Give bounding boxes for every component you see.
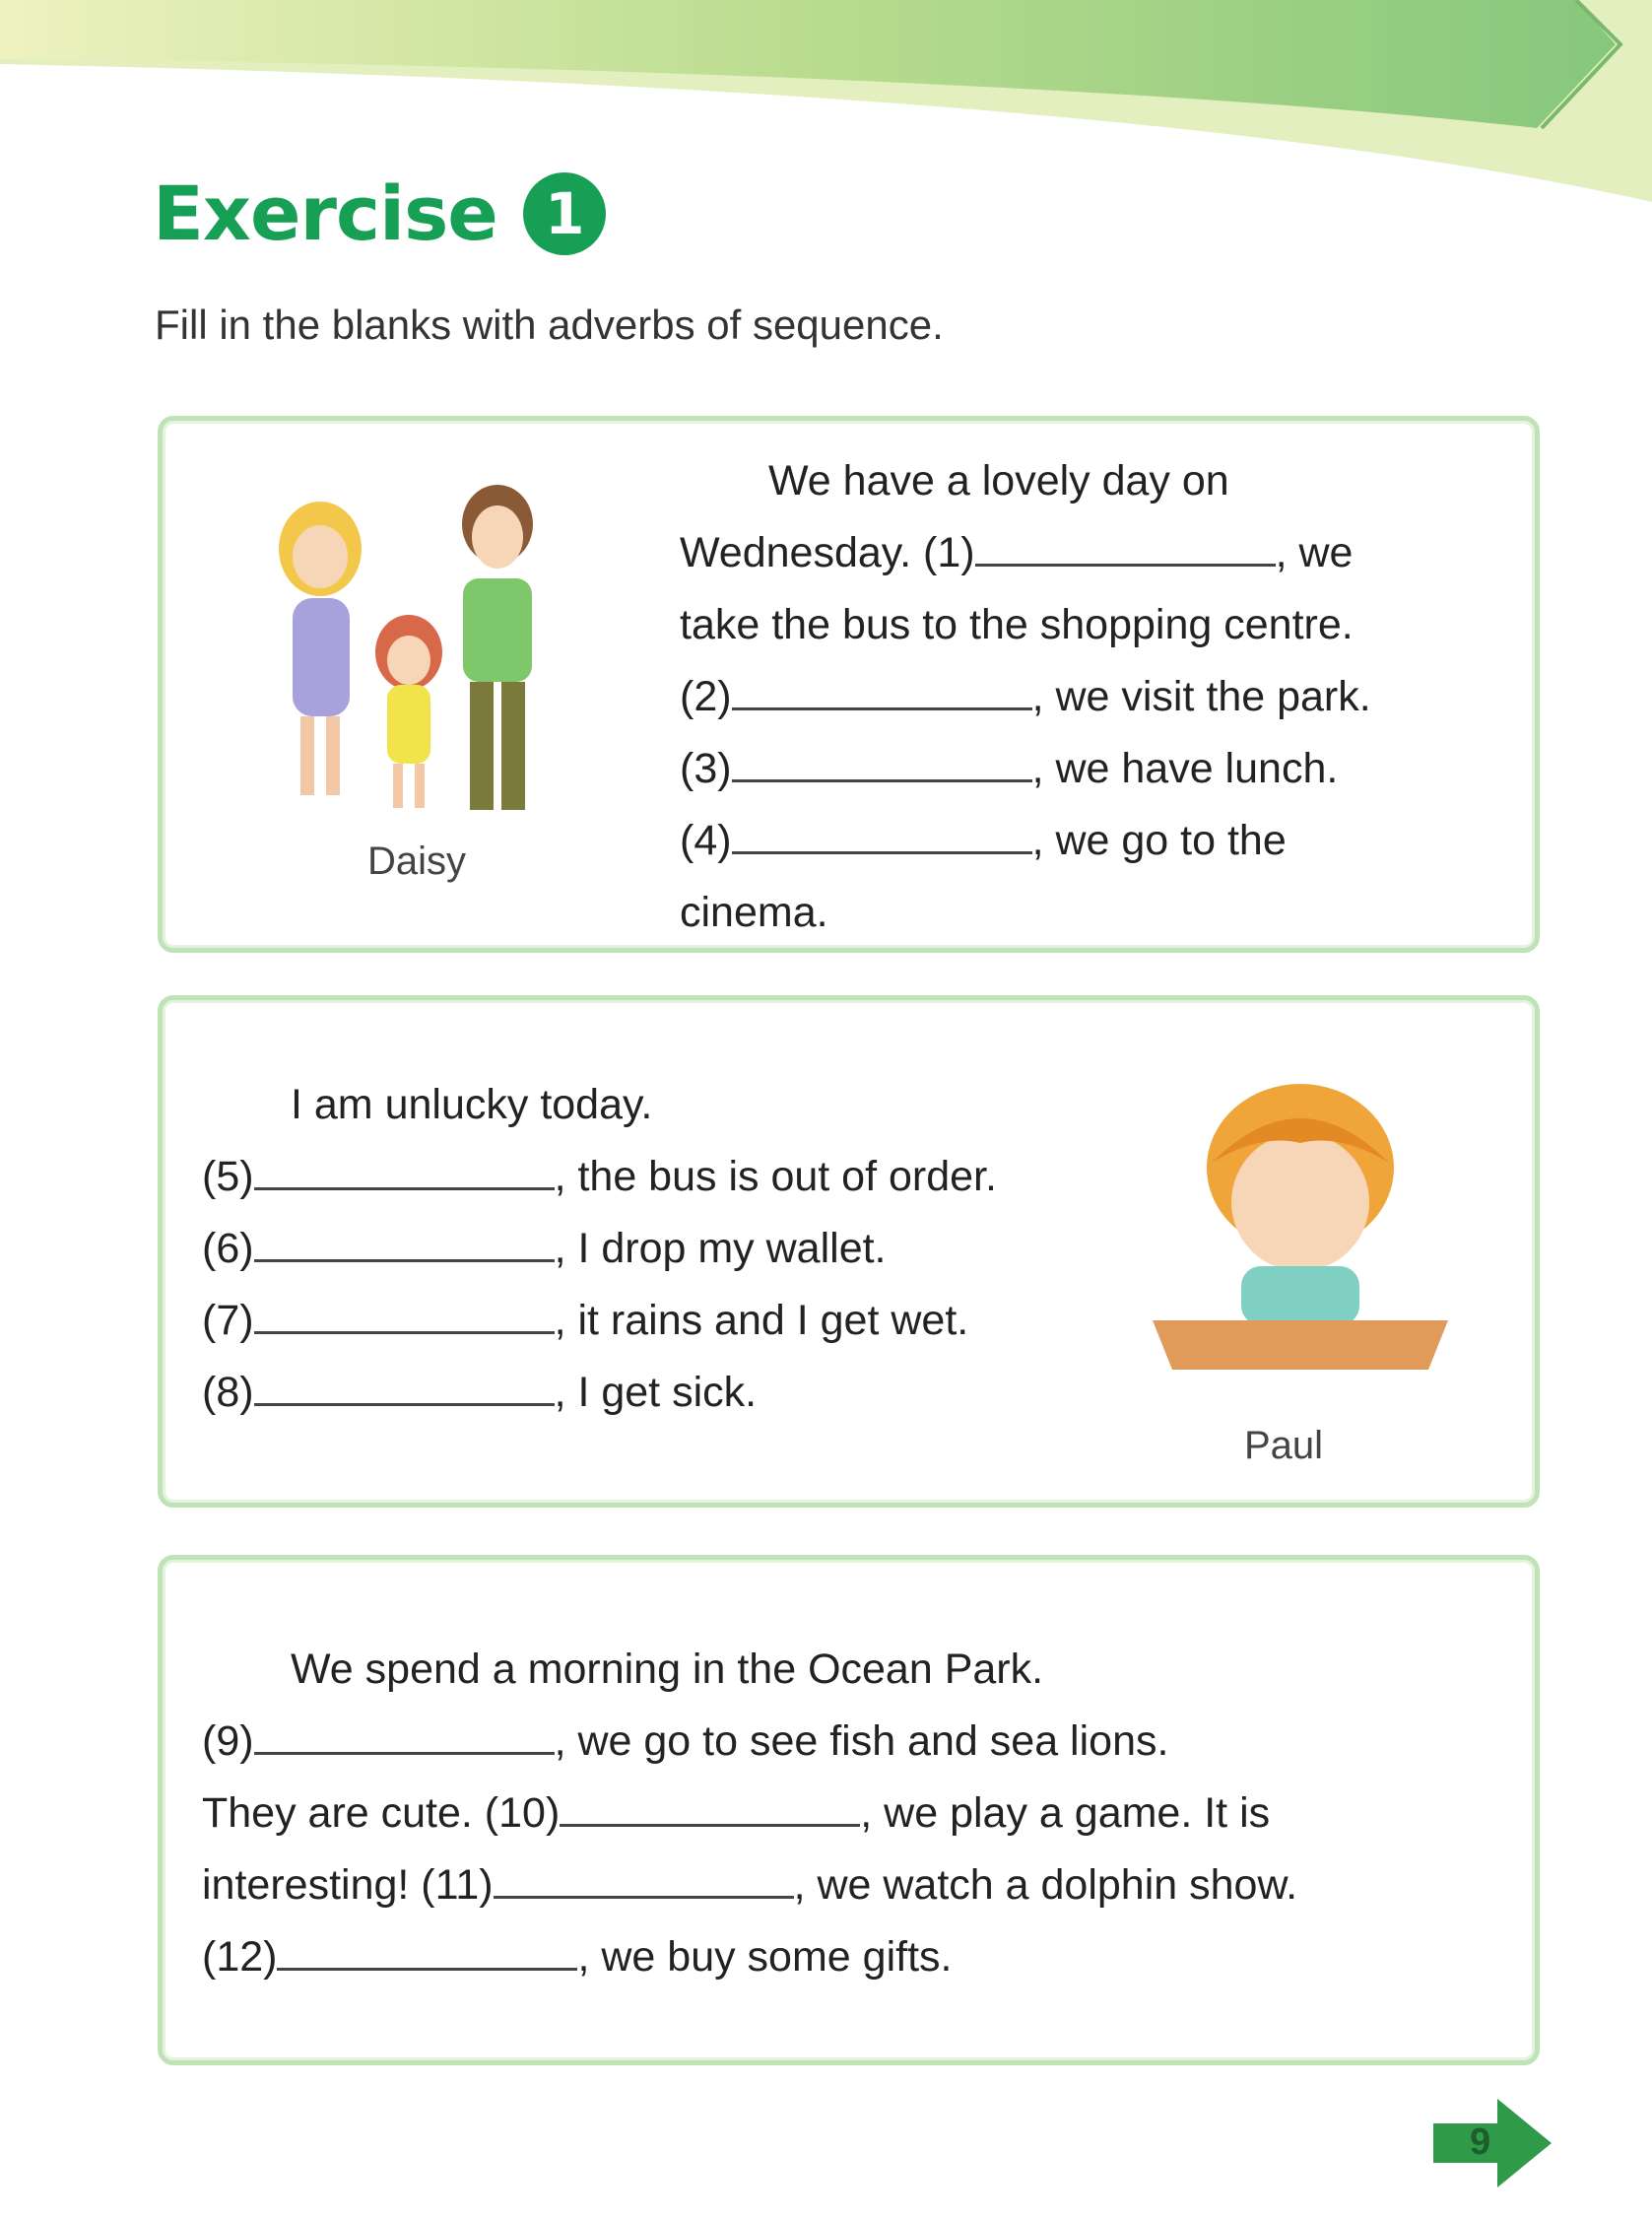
answer-blank[interactable] <box>254 1224 555 1262</box>
line-text: Wednesday. (1) <box>680 529 975 576</box>
answer-blank[interactable] <box>732 816 1032 854</box>
exercise-title <box>153 169 606 257</box>
family-illustration <box>261 480 557 835</box>
passage-line <box>202 1357 1217 1429</box>
line-text-after-blank: , we go to the <box>1031 817 1287 864</box>
answer-blank[interactable] <box>277 1932 577 1971</box>
line-text-after-blank: , I drop my wallet. <box>554 1225 887 1272</box>
boy-illustration <box>1143 1074 1458 1399</box>
line-text-after-blank: , we play a game. It is <box>860 1789 1271 1837</box>
arrow-right-icon <box>1428 2094 1556 2192</box>
answer-blank[interactable] <box>254 1296 555 1334</box>
line-text: (2) <box>680 673 732 720</box>
line-text: (5) <box>202 1153 254 1200</box>
line-text-after-blank: , we have lunch. <box>1031 745 1339 792</box>
passage-line <box>202 1849 1512 1921</box>
line-text-after-blank: , we watch a dolphin show. <box>793 1861 1298 1909</box>
passage-line <box>680 517 1497 589</box>
passage-line <box>202 1285 1217 1357</box>
line-text-after-blank: , we visit the park. <box>1031 673 1371 720</box>
instruction-text: Fill in the blanks with adverbs of sequence. <box>155 302 944 348</box>
passage-line <box>680 445 1497 517</box>
passage-text <box>202 1069 1217 1429</box>
passage-line <box>202 1921 1512 1993</box>
line-text: We have a lovely day on <box>768 457 1229 504</box>
line-text: (8) <box>202 1369 254 1416</box>
line-text: take the bus to the shopping centre. <box>680 601 1354 648</box>
line-text: We spend a morning in the Ocean Park. <box>291 1646 1044 1693</box>
passage-line <box>202 1141 1217 1213</box>
answer-blank[interactable] <box>254 1152 555 1190</box>
line-text: (4) <box>680 817 732 864</box>
line-text: interesting! (11) <box>202 1861 494 1909</box>
line-text-after-blank: , it rains and I get wet. <box>554 1297 969 1344</box>
passage-line <box>202 1634 1512 1706</box>
line-text: (6) <box>202 1225 254 1272</box>
passage-line <box>680 805 1497 877</box>
passage-line <box>202 1778 1512 1849</box>
next-page-arrow[interactable] <box>1428 2094 1556 2192</box>
passage-line <box>680 589 1497 661</box>
answer-blank[interactable] <box>975 528 1276 567</box>
passage-line <box>680 661 1497 733</box>
page-number: 9 <box>1470 2121 1491 2163</box>
passage-line <box>202 1213 1217 1285</box>
line-text-after-blank: , the bus is out of order. <box>554 1153 997 1200</box>
answer-blank[interactable] <box>494 1860 794 1899</box>
line-text-after-blank: , we go to see fish and sea lions. <box>554 1717 1169 1765</box>
line-text-after-blank: , we <box>1275 529 1354 576</box>
caption-daisy: Daisy <box>367 840 467 883</box>
answer-blank[interactable] <box>732 672 1032 710</box>
caption-paul: Paul <box>1244 1424 1324 1467</box>
line-text: (9) <box>202 1717 254 1765</box>
passage-panel-ocean-park <box>158 1555 1540 2065</box>
passage-panel-daisy <box>158 416 1540 953</box>
passage-panel-paul <box>158 995 1540 1508</box>
line-text-after-blank: , we buy some gifts. <box>577 1933 953 1981</box>
exercise-number: 1 <box>545 179 584 247</box>
passage-text <box>202 1634 1512 1993</box>
line-text: (3) <box>680 745 732 792</box>
line-text: I am unlucky today. <box>291 1081 653 1128</box>
passage-line <box>202 1706 1512 1778</box>
answer-blank[interactable] <box>254 1368 555 1406</box>
exercise-number-badge <box>523 172 606 255</box>
passage-line <box>680 733 1497 805</box>
line-text: They are cute. (10) <box>202 1789 561 1837</box>
line-text: (12) <box>202 1933 278 1981</box>
answer-blank[interactable] <box>560 1788 860 1827</box>
answer-blank[interactable] <box>732 744 1032 782</box>
title-word: Exercise <box>153 169 497 257</box>
line-text-after-blank: , I get sick. <box>554 1369 758 1416</box>
passage-line <box>680 877 1497 949</box>
answer-blank[interactable] <box>254 1716 555 1755</box>
passage-text <box>680 445 1497 949</box>
line-text: cinema. <box>680 889 828 936</box>
line-text: (7) <box>202 1297 254 1344</box>
passage-line <box>202 1069 1217 1141</box>
